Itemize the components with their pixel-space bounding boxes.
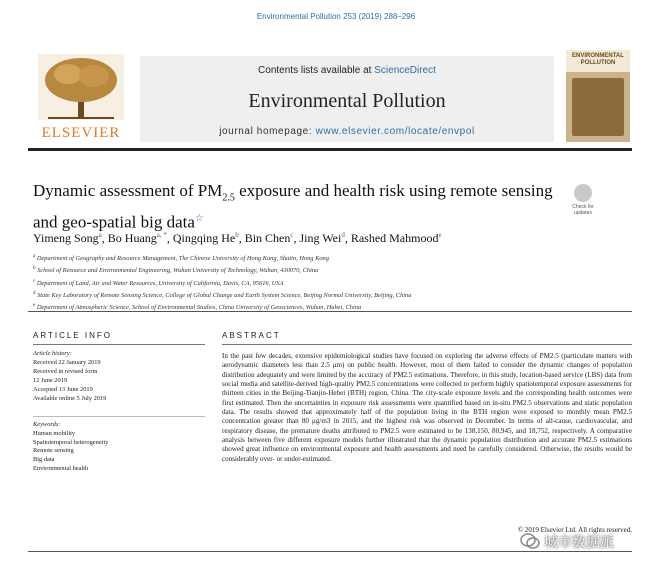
- affiliation-mark: d: [33, 290, 36, 296]
- affiliation-text: State Key Laboratory of Remote Sensing Science, College of Global Change and Earth System Science, Beijing Normal University, Beijing, China: [37, 292, 412, 300]
- affiliation-mark: c: [33, 278, 36, 284]
- title-subscript: 2.5: [222, 192, 235, 204]
- affiliation-text: Department of Atmospheric Science, School of Environmental Studies, China University of Geosciences, Wuhan, Hubei, China: [36, 304, 362, 312]
- journal-header: [140, 56, 554, 142]
- crossmark-line2: updates: [574, 210, 592, 216]
- affiliation-mark: e: [33, 303, 36, 309]
- author-affil-ref[interactable]: d: [341, 231, 345, 239]
- author-list: Yimeng Song$^a$, Bo Huang$^{a, *}$, Qingqing He$^b$, Bin Chen$^c$, Jing Wei$^d$, Rashed Mahmood$^e$: [33, 231, 442, 245]
- author[interactable]: Rashed Mahmood: [350, 231, 439, 245]
- elsevier-logo: [28, 52, 134, 142]
- article-history: [33, 350, 205, 403]
- article-title: [33, 180, 553, 233]
- check-for-updates-badge[interactable]: [565, 182, 601, 222]
- author-affil-ref[interactable]: c: [290, 231, 294, 239]
- cover-image: [572, 78, 624, 136]
- wechat-icon: [520, 532, 540, 550]
- title-part2: exposure and health risk using remote sensing and geo-spatial big data: [33, 181, 553, 233]
- crossmark-label: [565, 204, 601, 216]
- history-item: Received 22 January 2019: [33, 358, 101, 366]
- article-info-heading: ARTICLE INFO: [33, 331, 112, 340]
- journal-citation[interactable]: Environmental Pollution 253 (2019) 288–296: [256, 12, 416, 21]
- contents-line: [140, 65, 554, 76]
- keyword[interactable]: Human mobility: [33, 429, 76, 437]
- history-item: Available online 5 July 2019: [33, 394, 107, 402]
- author-affil-ref[interactable]: e: [438, 231, 442, 239]
- title-star[interactable]: ☆: [194, 213, 204, 225]
- homepage-line: [140, 126, 554, 137]
- abstract-rule: [222, 344, 632, 345]
- crossmark-icon: [574, 184, 592, 202]
- history-label: Article history:: [33, 350, 72, 357]
- title-part1: Dynamic assessment of PM: [33, 181, 223, 200]
- abstract-text: In the past few decades, extensive epidemiological studies have focused on exploring the adverse effects of PM2.5 (particulate matters with aerodynamic diameters less than 2.5 μm) on public health. However, most of them failed to consider the dynamic changes of population distribution adequately and were limited by the accuracy of PM2.5 estimations. Therefore, in this study, location-based service (LBS) data from social media and satellite-derived high-quality PM2.5 concentrations were collected to perform highly spatiotemporal exposure assessments for thirteen cities in the Beijing-Tianjin-Hebei (BTH) region, China. The city-scale exposure levels and the corresponding health outcomes were first estimated. Then the uncertainties in exposure risk assessments were quantified based on in-situ PM2.5 observations and static population data. The results showed that approximately half of the population living in the BTH region were exposed to monthly mean PM2.5 concentration greater than 80 μg/m3 in 2015, and the highest risk was observed in December. In terms of all-cause, cardiovascular, and respiratory disease, the premature deaths attributed to PM2.5 were estimated to be 138,150, 80,945, and 18,752, respectively. A comparative analysis between five different exposure models further illustrated that the dynamic population distribution and accurate PM2.5 estimations showed great influence on environmental exposure and health assessments and need be carefully considered. Otherwise, the results would be considerably over- or under-estimated.: [222, 352, 632, 463]
- affiliation-text: Department of Land, Air and Water Resources, University of California, Davis, CA, 95616, USA: [36, 279, 284, 287]
- affiliation: [33, 264, 633, 276]
- watermark-text: 城市数据派: [544, 535, 614, 551]
- author-affil-ref[interactable]: b: [235, 231, 239, 239]
- keyword[interactable]: Environmental health: [33, 464, 89, 472]
- keywords-label: Keywords:: [33, 421, 61, 428]
- sciencedirect-link[interactable]: ScienceDirect: [374, 65, 436, 76]
- elsevier-tree-icon: [38, 54, 124, 120]
- affiliation-divider: [28, 311, 632, 312]
- cover-title-line1: ENVIRONMENTAL: [572, 53, 624, 59]
- author[interactable]: Jing Wei: [299, 231, 342, 245]
- journal-cover[interactable]: [566, 50, 630, 142]
- wechat-watermark: [520, 530, 660, 552]
- copyright-notice: © 2019 Elsevier Ltd. All rights reserved.: [517, 526, 632, 534]
- affiliation: [33, 252, 633, 264]
- journal-name: Environmental Pollution: [248, 90, 446, 112]
- keywords-rule: [33, 416, 205, 417]
- publisher-name: ELSEVIER: [41, 125, 121, 141]
- keyword[interactable]: Big data: [33, 456, 55, 464]
- author-affil-ref[interactable]: a: [98, 231, 102, 239]
- history-item: Accepted 13 June 2019: [33, 385, 93, 393]
- homepage-link[interactable]: www.elsevier.com/locate/envpol: [315, 126, 475, 137]
- author[interactable]: Bo Huang: [107, 231, 157, 245]
- affiliation-list: [33, 252, 633, 314]
- affiliation-text: Department of Geography and Resource Management, The Chinese University of Hong Kong, Shatin, Hong Kong: [36, 255, 329, 263]
- author[interactable]: Bin Chen: [244, 231, 291, 245]
- history-item: 12 June 2019: [33, 376, 68, 384]
- header-divider: [28, 148, 632, 151]
- crossmark-line1: Check for: [572, 204, 594, 210]
- author[interactable]: Qingqing He: [172, 231, 236, 245]
- keyword[interactable]: Remote sensing: [33, 447, 74, 455]
- homepage-prefix: journal homepage:: [219, 126, 313, 137]
- contents-prefix: Contents lists available at: [258, 65, 372, 76]
- cover-title: [568, 53, 628, 67]
- affiliation: [33, 277, 633, 289]
- author[interactable]: Yimeng Song: [33, 231, 99, 245]
- affiliation-text: School of Resource and Environmental Engineering, Wuhan University of Technology, Wuhan, 430070, China: [37, 267, 319, 275]
- affiliation: [33, 289, 633, 301]
- affiliation-mark: b: [33, 266, 36, 272]
- keyword-list: [33, 421, 205, 474]
- author-affil-ref[interactable]: a, *: [156, 231, 167, 239]
- affiliation-mark: a: [33, 254, 36, 259]
- history-item: Received in revised form: [33, 367, 98, 375]
- abstract-heading: ABSTRACT: [222, 331, 281, 340]
- article-info-rule: [33, 344, 205, 345]
- cover-title-line2: POLLUTION: [580, 60, 616, 66]
- keyword[interactable]: Spatiotemporal heterogeneity: [33, 438, 109, 446]
